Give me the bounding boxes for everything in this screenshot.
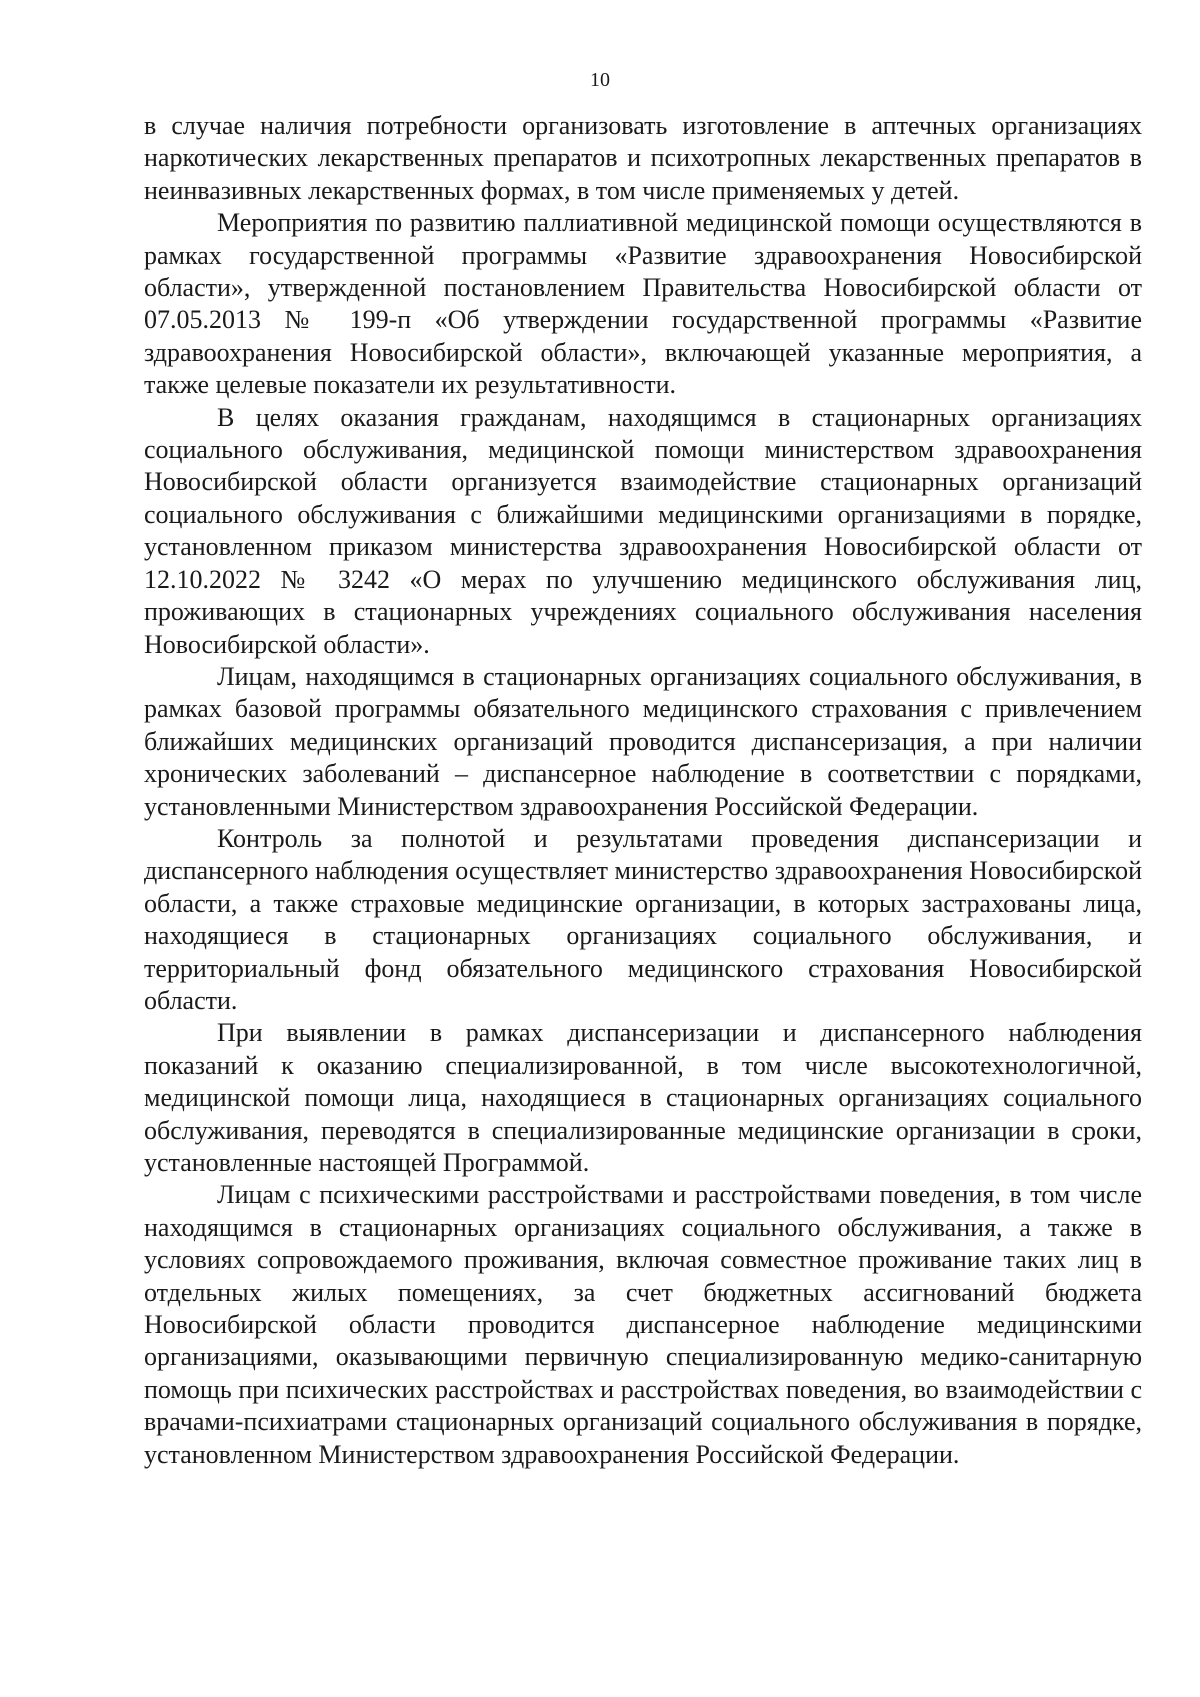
paragraph-5: Контроль за полнотой и результатами проведения диспансеризации и диспансерного наблюдения осуществляет министерство здравоохранения Новосибирской области, а также страховые медицинские организации, в которых застрахованы лица, находящиеся в стационарных организациях социального обслуживания, и территориальный фонд обязательного медицинского страхования Новосибирской области.: [144, 823, 1142, 1015]
paragraph-4: Лицам, находящимся в стационарных организациях социального обслуживания, в рамках базовой программы обязательного медицинского страхования с привлечением ближайших медицинских организаций проводится диспансеризация, а при наличии хронических заболеваний – диспансерное наблюдение в соответствии с порядками, установленными Министерством здравоохранения Российской Федерации.: [144, 661, 1142, 821]
paragraph-6: При выявлении в рамках диспансеризации и диспансерного наблюдения показаний к оказанию специализированной, в том числе высокотехнологичной, медицинской помощи лица, находящиеся в стационарных организациях социального обслуживания, переводятся в специализированные медицинские организации в сроки, установленные настоящей Программой.: [144, 1018, 1142, 1177]
paragraph-3: В целях оказания гражданам, находящимся в стационарных организациях социального обслуживания, медицинской помощи министерством здравоохранения Новосибирской области организуется взаимодействие стационарных организаций социального обслуживания с ближайшими медицинскими организациями в порядке, установленном приказом министерства здравоохранения Новосибирской области от 12.10.2022 № 3242 «О мерах по улучшению медицинского обслуживания лиц, проживающих в стационарных учреждениях социального обслуживания населения Новосибирской области».: [144, 402, 1142, 659]
paragraph-2: Мероприятия по развитию паллиативной медицинской помощи осуществляются в рамках государственной программы «Развитие здравоохранения Новосибирской области», утвержденной постановлением Правительства Новосибирской области от 07.05.2013 № 199-п «Об утверждении государственной программы «Развитие здравоохранения Новосибирской области», включающей указанные мероприятия, а также целевые показатели их результативности.: [144, 208, 1142, 400]
document-body: [144, 110, 1142, 1471]
paragraph-7: Лицам с психическими расстройствами и расстройствами поведения, в том числе находящимся в стационарных организациях социального обслуживания, а также в условиях сопровождаемого проживания, включая совместное проживание таких лиц в отдельных жилых помещениях, за счет бюджетных ассигнований бюджета Новосибирской области проводится диспансерное наблюдение медицинскими организациями, оказывающими первичную специализированную медико-санитарную помощь при психических расстройствах и расстройствах поведения, во взаимодействии с врачами-психиатрами стационарных организаций социального обслуживания в порядке, установленном Министерством здравоохранения Российской Федерации.: [144, 1180, 1142, 1469]
page-number: 10: [590, 69, 610, 91]
paragraph-1: в случае наличия потребности организовать изготовление в аптечных организациях наркотических лекарственных препаратов и психотропных лекарственных препаратов в неинвазивных лекарственных формах, в том числе применяемых у детей.: [144, 111, 1142, 205]
